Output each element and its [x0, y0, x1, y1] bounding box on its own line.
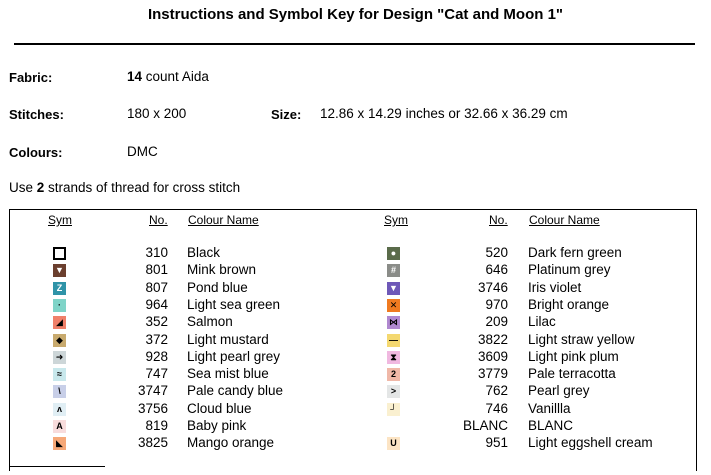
right-colour-name: Pale terracotta [528, 366, 616, 381]
stitches-value: 180 x 200 [127, 106, 187, 121]
left-colour-name: Light sea green [187, 297, 281, 312]
right-colour-number: 970 [485, 297, 508, 312]
right-colour-name: Dark fern green [528, 245, 622, 260]
bowtie-icon: ⋈ [389, 317, 398, 327]
right-colour-number: 209 [485, 314, 508, 329]
stitches-label: Stitches: [9, 107, 64, 122]
strands-count: 2 [36, 180, 45, 195]
dash-icon: — [389, 335, 398, 345]
right-colour-number: 3609 [477, 349, 508, 364]
left-colour-number: 3756 [137, 401, 168, 416]
hollow-square-icon [53, 247, 66, 260]
left-header-name: Colour Name [188, 213, 259, 227]
fabric-value [127, 69, 209, 84]
size-label: Size: [271, 107, 302, 122]
right-colour-name: Pearl grey [528, 383, 590, 398]
left-colour-name: Baby pink [187, 418, 247, 433]
right-colour-name: BLANC [528, 418, 574, 433]
right-colour-number: 3822 [477, 332, 508, 347]
cross-icon: ✕ [387, 299, 400, 312]
colours-label: Colours: [9, 145, 63, 160]
strands-suffix: strands of thread for cross stitch [44, 180, 241, 195]
dot-icon: · [53, 299, 66, 312]
right-colour-number: BLANC [462, 418, 508, 433]
diamond-icon: ◆ [53, 334, 66, 347]
size-value: 12.86 x 14.29 inches or 32.66 x 36.29 cm [320, 106, 568, 121]
left-colour-name: Salmon [187, 314, 233, 329]
greater-than-icon: > [387, 385, 400, 398]
left-colour-number: 372 [145, 332, 168, 347]
fabric-count: 14 [127, 69, 143, 84]
right-colour-name: Lilac [528, 314, 556, 329]
left-colour-number: 3747 [137, 383, 168, 398]
right-header-no: No. [489, 213, 508, 227]
corner-triangle-icon: ◢ [53, 316, 66, 329]
letter-a-icon: A [53, 420, 66, 433]
right-header-name: Colour Name [529, 213, 600, 227]
backslash-icon: \ [53, 385, 66, 398]
fabric-label: Fabric: [9, 70, 53, 85]
colours-value: DMC [127, 144, 158, 159]
left-header-sym: Sym [48, 213, 72, 227]
number-two-icon: 2 [387, 368, 400, 381]
right-colour-number: 3746 [477, 280, 508, 295]
letter-u-icon: U [387, 437, 400, 450]
right-colour-name: Vanillla [528, 401, 571, 416]
right-colour-name: Light pink plum [528, 349, 619, 364]
right-colour-number: 746 [485, 401, 508, 416]
left-colour-number: 3825 [137, 435, 168, 450]
left-colour-number: 807 [145, 280, 168, 295]
left-colour-name: Mango orange [187, 435, 275, 450]
right-colour-number: 646 [485, 262, 508, 277]
left-colour-number: 928 [145, 349, 168, 364]
corner-bracket-icon: ┘ [387, 403, 400, 416]
right-colour-name: Bright orange [528, 297, 610, 312]
document-title: Instructions and Symbol Key for Design "Cat and Moon 1" [147, 6, 564, 23]
circle-icon: ● [387, 247, 400, 260]
left-colour-number: 819 [145, 418, 168, 433]
right-colour-number: 520 [485, 245, 508, 260]
hourglass-icon: ⧗ [387, 351, 400, 364]
left-colour-number: 352 [145, 314, 168, 329]
left-colour-number: 801 [145, 262, 168, 277]
right-colour-name: Light eggshell cream [528, 435, 653, 450]
right-colour-number: 762 [485, 383, 508, 398]
triangle-down-icon: ▼ [387, 282, 400, 295]
left-colour-number: 964 [145, 297, 168, 312]
left-colour-number: 747 [145, 366, 168, 381]
corner-triangle-left-icon: ◣ [53, 437, 66, 450]
triangle-down-icon: ▼ [53, 264, 66, 277]
left-colour-name: Sea mist blue [187, 366, 269, 381]
right-colour-name: Iris violet [528, 280, 582, 295]
right-colour-number: 3779 [477, 366, 508, 381]
left-colour-name: Pond blue [187, 280, 248, 295]
right-colour-name: Platinum grey [528, 262, 611, 277]
strands-prefix: Use [9, 180, 37, 195]
waves-icon: ≈ [53, 368, 66, 381]
left-colour-name: Light mustard [187, 332, 269, 347]
chevron-up-icon: ʌ [53, 403, 66, 416]
table-bottom-edge [9, 466, 105, 467]
hash-icon: # [387, 264, 400, 277]
letter-z-icon: Z [53, 282, 66, 295]
left-colour-name: Black [187, 245, 221, 260]
left-colour-name: Pale candy blue [187, 383, 284, 398]
left-colour-name: Cloud blue [187, 401, 252, 416]
right-colour-name: Light straw yellow [528, 332, 635, 347]
strands-instruction [9, 180, 240, 195]
left-colour-name: Mink brown [187, 262, 257, 277]
right-colour-number: 951 [485, 435, 508, 450]
right-header-sym: Sym [384, 213, 408, 227]
left-header-no: No. [149, 213, 168, 227]
left-colour-number: 310 [145, 245, 168, 260]
arrow-right-icon: ➜ [53, 351, 66, 364]
title-divider [14, 43, 695, 45]
fabric-type: count Aida [142, 69, 209, 84]
left-colour-name: Light pearl grey [187, 349, 281, 364]
